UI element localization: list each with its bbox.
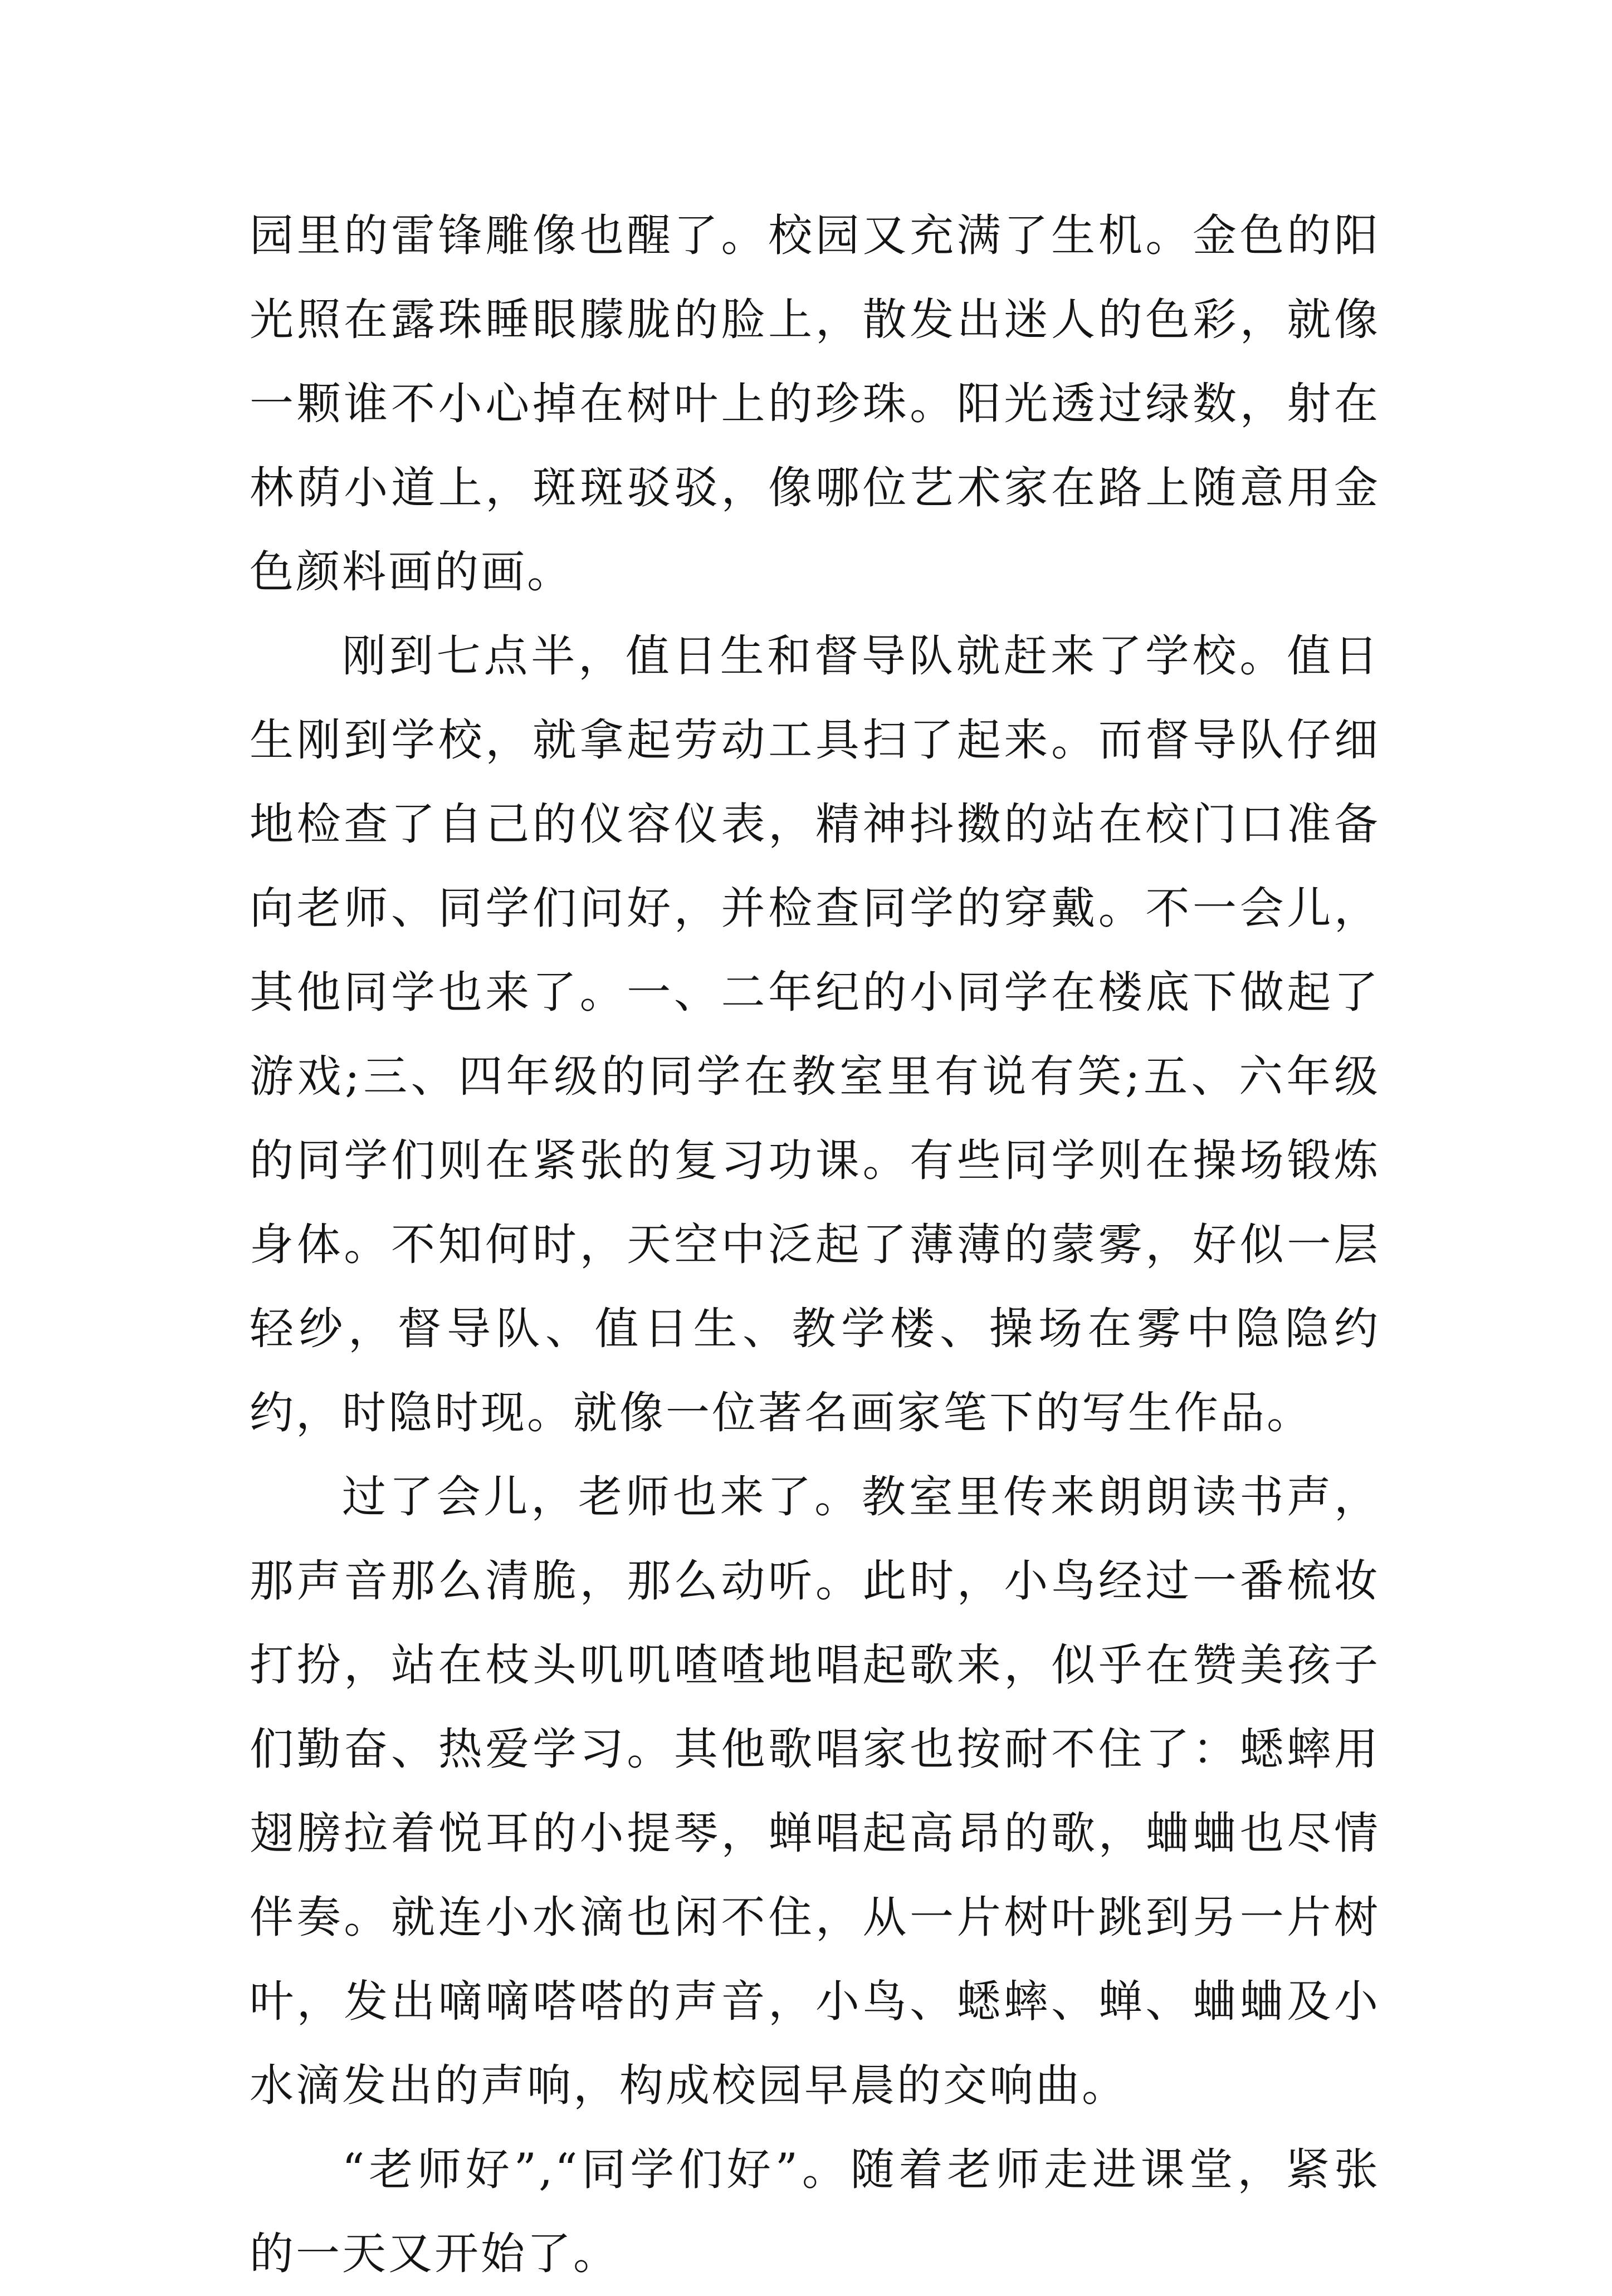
paragraph-1: 园里的雷锋雕像也醒了。校园又充满了生机。金色的阳光照在露珠睡眼朦胧的脸上，散发出迷人的色彩，就像一颗谁不小心掉在树叶上的珍珠。阳光透过绿数，射在林荫小道上，斑斑驳驳，像哪位艺术家在路上随意用金色颜料画的画。 (250, 210, 1380, 598)
paragraph-2: 刚到七点半，值日生和督导队就赶来了学校。值日生刚到学校，就拿起劳动工具扫了起来。而督导队仔细地检查了自己的仪容仪表，精神抖擞的站在校门口准备向老师、同学们问好，并检查同学的穿戴。不一会儿，其他同学也来了。一、二年纪的小同学在楼底下做起了游戏;三、四年级的同学在教室里有说有笑;五、六年级的同学们则在紧张的复习功课。有些同学则在操场锻炼身体。不知何时，天空中泛起了薄薄的蒙雾，好似一层轻纱，督导队、值日生、教学楼、操场在雾中隐隐约约，时隐时现。就像一位著名画家笔下的写生作品。 (250, 630, 1380, 1438)
text-body (250, 194, 1380, 2296)
paragraph-3: 过了会儿，老师也来了。教室里传来朗朗读书声，那声音那么清脆，那么动听。此时，小鸟经过一番梳妆打扮，站在枝头叽叽喳喳地唱起歌来，似乎在赞美孩子们勤奋、热爱学习。其他歌唱家也按耐不住了：蟋蟀用翅膀拉着悦耳的小提琴，蝉唱起高昂的歌，蛐蛐也尽情伴奏。就连小水滴也闲不住，从一片树叶跳到另一片树叶，发出嘀嘀嗒嗒的声音，小鸟、蟋蟀、蝉、蛐蛐及小水滴发出的声响，构成校园早晨的交响曲。 (250, 1471, 1380, 2111)
paragraph-4: “老师好”,“同学们好”。随着老师走进课堂，紧张的一天又开始了。 (250, 2144, 1380, 2279)
